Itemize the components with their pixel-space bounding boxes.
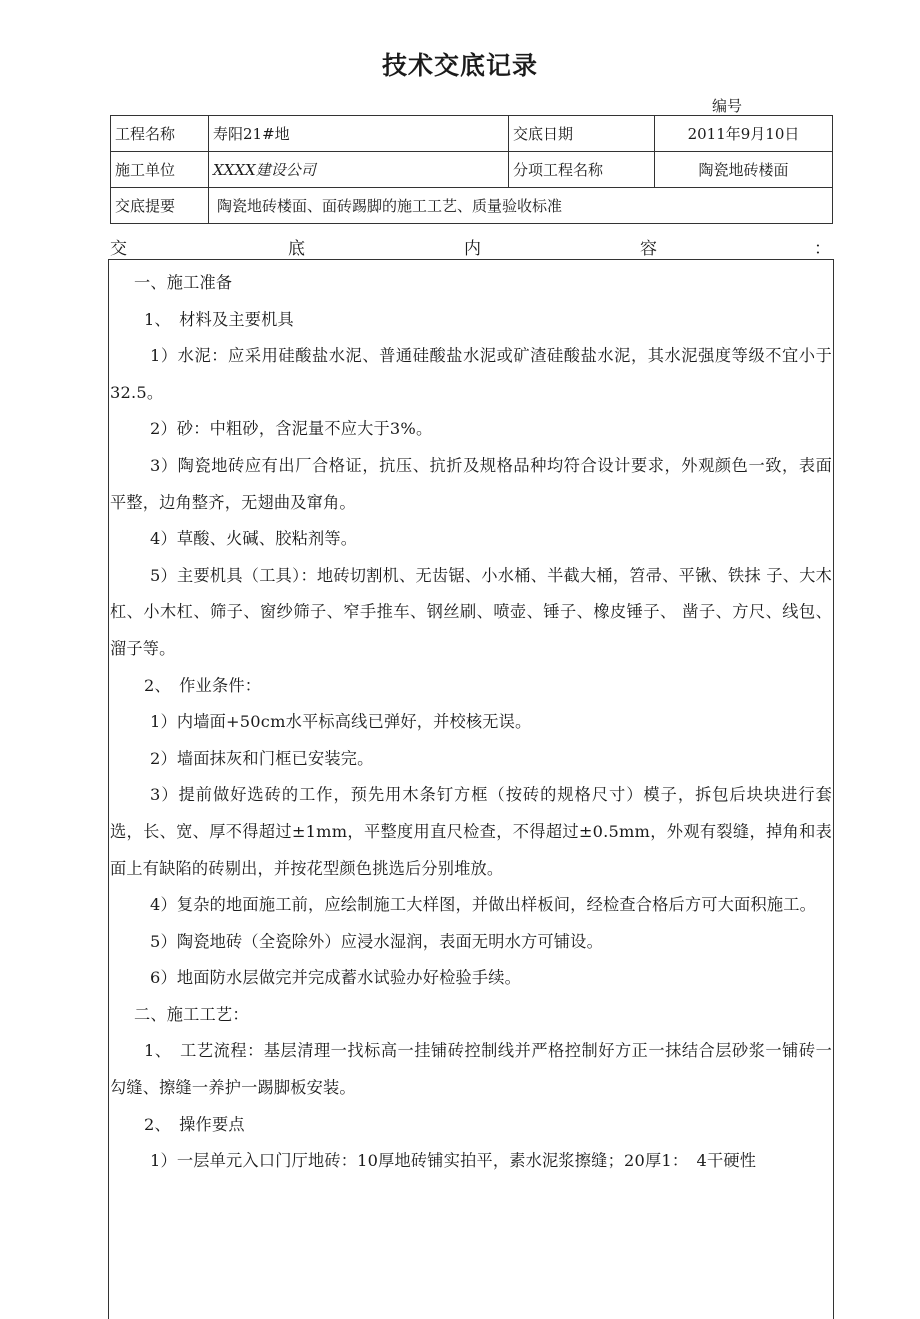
paragraph: 3）陶瓷地砖应有出厂合格证，抗压、抗折及规格品种均符合设计要求，外观颜色一致，表面平整，边角整齐，无翅曲及窜角。 (110, 455, 832, 512)
contractor-label: 施工单位 (111, 152, 209, 188)
paragraph: 2）砂：中粗砂，含泥量不应大于3%。 (150, 419, 433, 439)
paragraph: 4）草酸、火碱、胶粘剂等。 (150, 529, 358, 549)
header-row-project (111, 116, 833, 152)
project-name-value: 寿阳21#地 (209, 116, 509, 152)
paragraph: 5）主要机具（工具）：地砖切割机、无齿锯、小水桶、半截大桶，笤帚、平锹、铁抹 子、大木杠、小木杠、筛子、窗纱筛子、窄手推车、钢丝刷、喷壶、锤子、橡皮锤子、 凿子、方尺、线包、溜子等。 (110, 565, 832, 658)
date-value: 2011年9月10日 (655, 116, 833, 152)
summary-value: 陶瓷地砖楼面、面砖踢脚的施工工艺、质量验收标准 (209, 188, 833, 224)
content-heading-char-2: 底 (288, 239, 305, 259)
content-heading-char-3: 内 (464, 239, 481, 259)
paragraph: 3）提前做好选砖的工作，预先用木条钉方框（按砖的规格尺寸）模子，拆包后块块进行套选，长、宽、厚不得超过±1mm，平整度用直尺检查，不得超过±0.5mm，外观有裂缝，掉角和表面上有缺陷的砖剔出，并按花型颜色挑选后分别堆放。 (110, 785, 832, 878)
section-1-1-title: 1、 材料及主要机具 (144, 309, 294, 329)
content-heading (110, 234, 832, 258)
contractor-value: XXXX建设公司 (209, 152, 509, 188)
section-2-2-title: 2、 操作要点 (144, 1114, 245, 1134)
paragraph: 2）墙面抹灰和门框已安装完。 (150, 748, 374, 768)
paragraph: 1）一层单元入口门厅地砖：10厚地砖铺实拍平，素水泥浆擦缝；20厚1： 4干硬性 (150, 1151, 757, 1171)
content-heading-char-5: ： (814, 239, 831, 259)
serial-number-label: 编号 (712, 97, 743, 115)
header-row-contractor (111, 152, 833, 188)
header-table (110, 115, 833, 224)
subproject-label: 分项工程名称 (509, 152, 655, 188)
section-1-title: 一、施工准备 (134, 273, 233, 292)
paragraph: 1）水泥：应采用硅酸盐水泥、普通硅酸盐水泥或矿渣硅酸盐水泥，其水泥强度等级不宜小于32.5。 (110, 346, 832, 402)
paragraph: 6）地面防水层做完并完成蓄水试验办好检验手续。 (150, 968, 522, 988)
document-title: 技术交底记录 (381, 51, 538, 80)
paragraph: 5）陶瓷地砖（全瓷除外）应浸水湿润，表面无明水方可铺设。 (150, 931, 603, 951)
content-heading-char-4: 容 (640, 239, 657, 259)
date-label: 交底日期 (509, 116, 655, 152)
section-2-title: 二、施工工艺： (134, 1004, 249, 1024)
project-name-label: 工程名称 (111, 116, 209, 152)
paragraph: 1）内墙面+50cm水平标高线已弹好，并校核无误。 (150, 712, 532, 732)
subproject-value: 陶瓷地砖楼面 (655, 152, 833, 188)
summary-label: 交底提要 (111, 188, 209, 224)
content-heading-char-1: 交 (110, 239, 127, 259)
section-2-1-process-flow: 1、 工艺流程：基层清理一找标高一挂铺砖控制线并严格控制好方正一抹结合层砂浆一铺砖一勾缝、擦缝一养护一踢脚板安装。 (110, 1041, 832, 1098)
content-body (110, 265, 832, 1180)
paragraph: 4）复杂的地面施工前，应绘制施工大样图，并做出样板间，经检查合格后方可大面积施工。 (150, 895, 816, 915)
section-1-2-title: 2、 作业条件： (144, 675, 262, 695)
header-row-summary (111, 188, 833, 224)
